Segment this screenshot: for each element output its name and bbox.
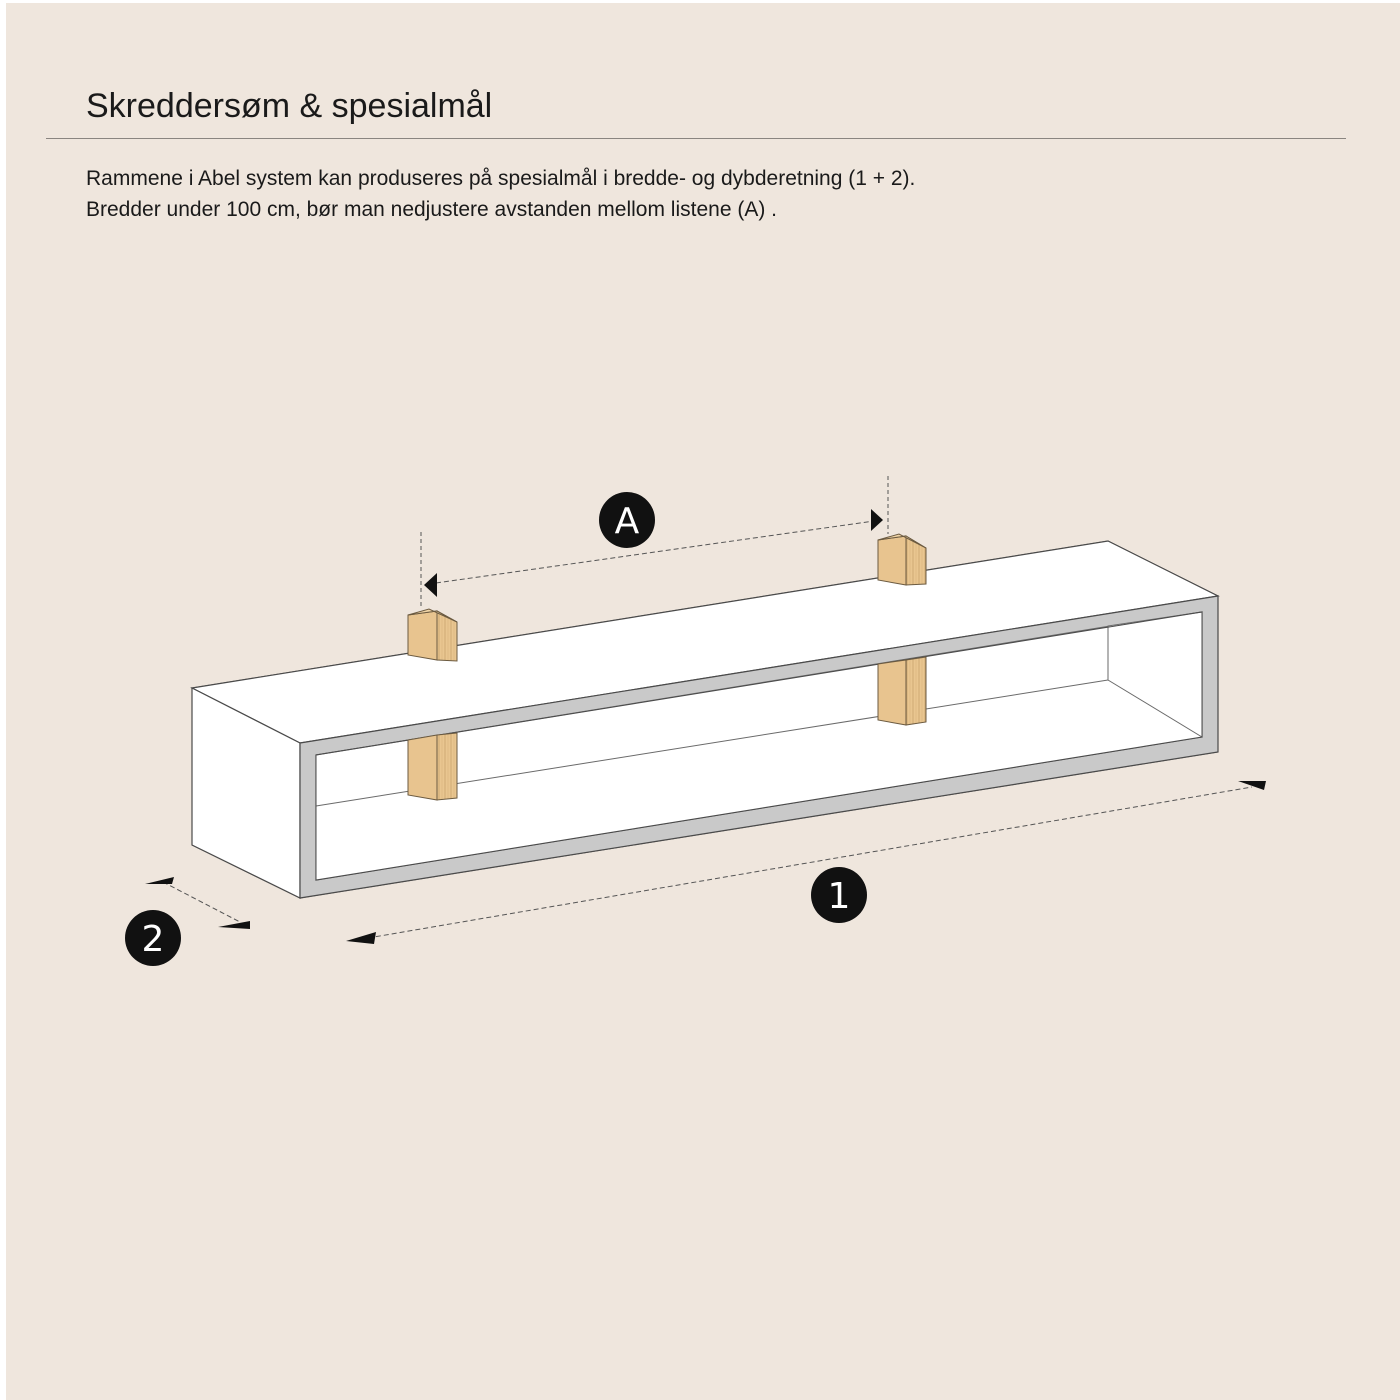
arrowhead-width-left <box>346 932 376 944</box>
page-title: Skreddersøm & spesialmål <box>86 87 493 125</box>
badge-2 <box>125 910 181 966</box>
description-line-1: Rammene i Abel system kan produseres på spesialmål i bredde- og dybderetning (1 + 2). <box>86 167 916 190</box>
badge-a-label: A <box>614 501 640 542</box>
arrowhead-depth-top <box>145 877 174 884</box>
badge-2-label: 2 <box>141 919 165 960</box>
arrowhead-a-right <box>871 509 883 531</box>
badge-1 <box>811 867 867 923</box>
arrowhead-width-right <box>1238 781 1266 790</box>
arrowhead-a-left <box>424 573 437 597</box>
badge-a <box>599 492 655 548</box>
arrowhead-depth-bottom <box>218 921 250 929</box>
description-line-2: Bredder under 100 cm, bør man nedjustere avstanden mellom listene (A) . <box>86 198 778 221</box>
badge-1-label: 1 <box>827 876 851 917</box>
